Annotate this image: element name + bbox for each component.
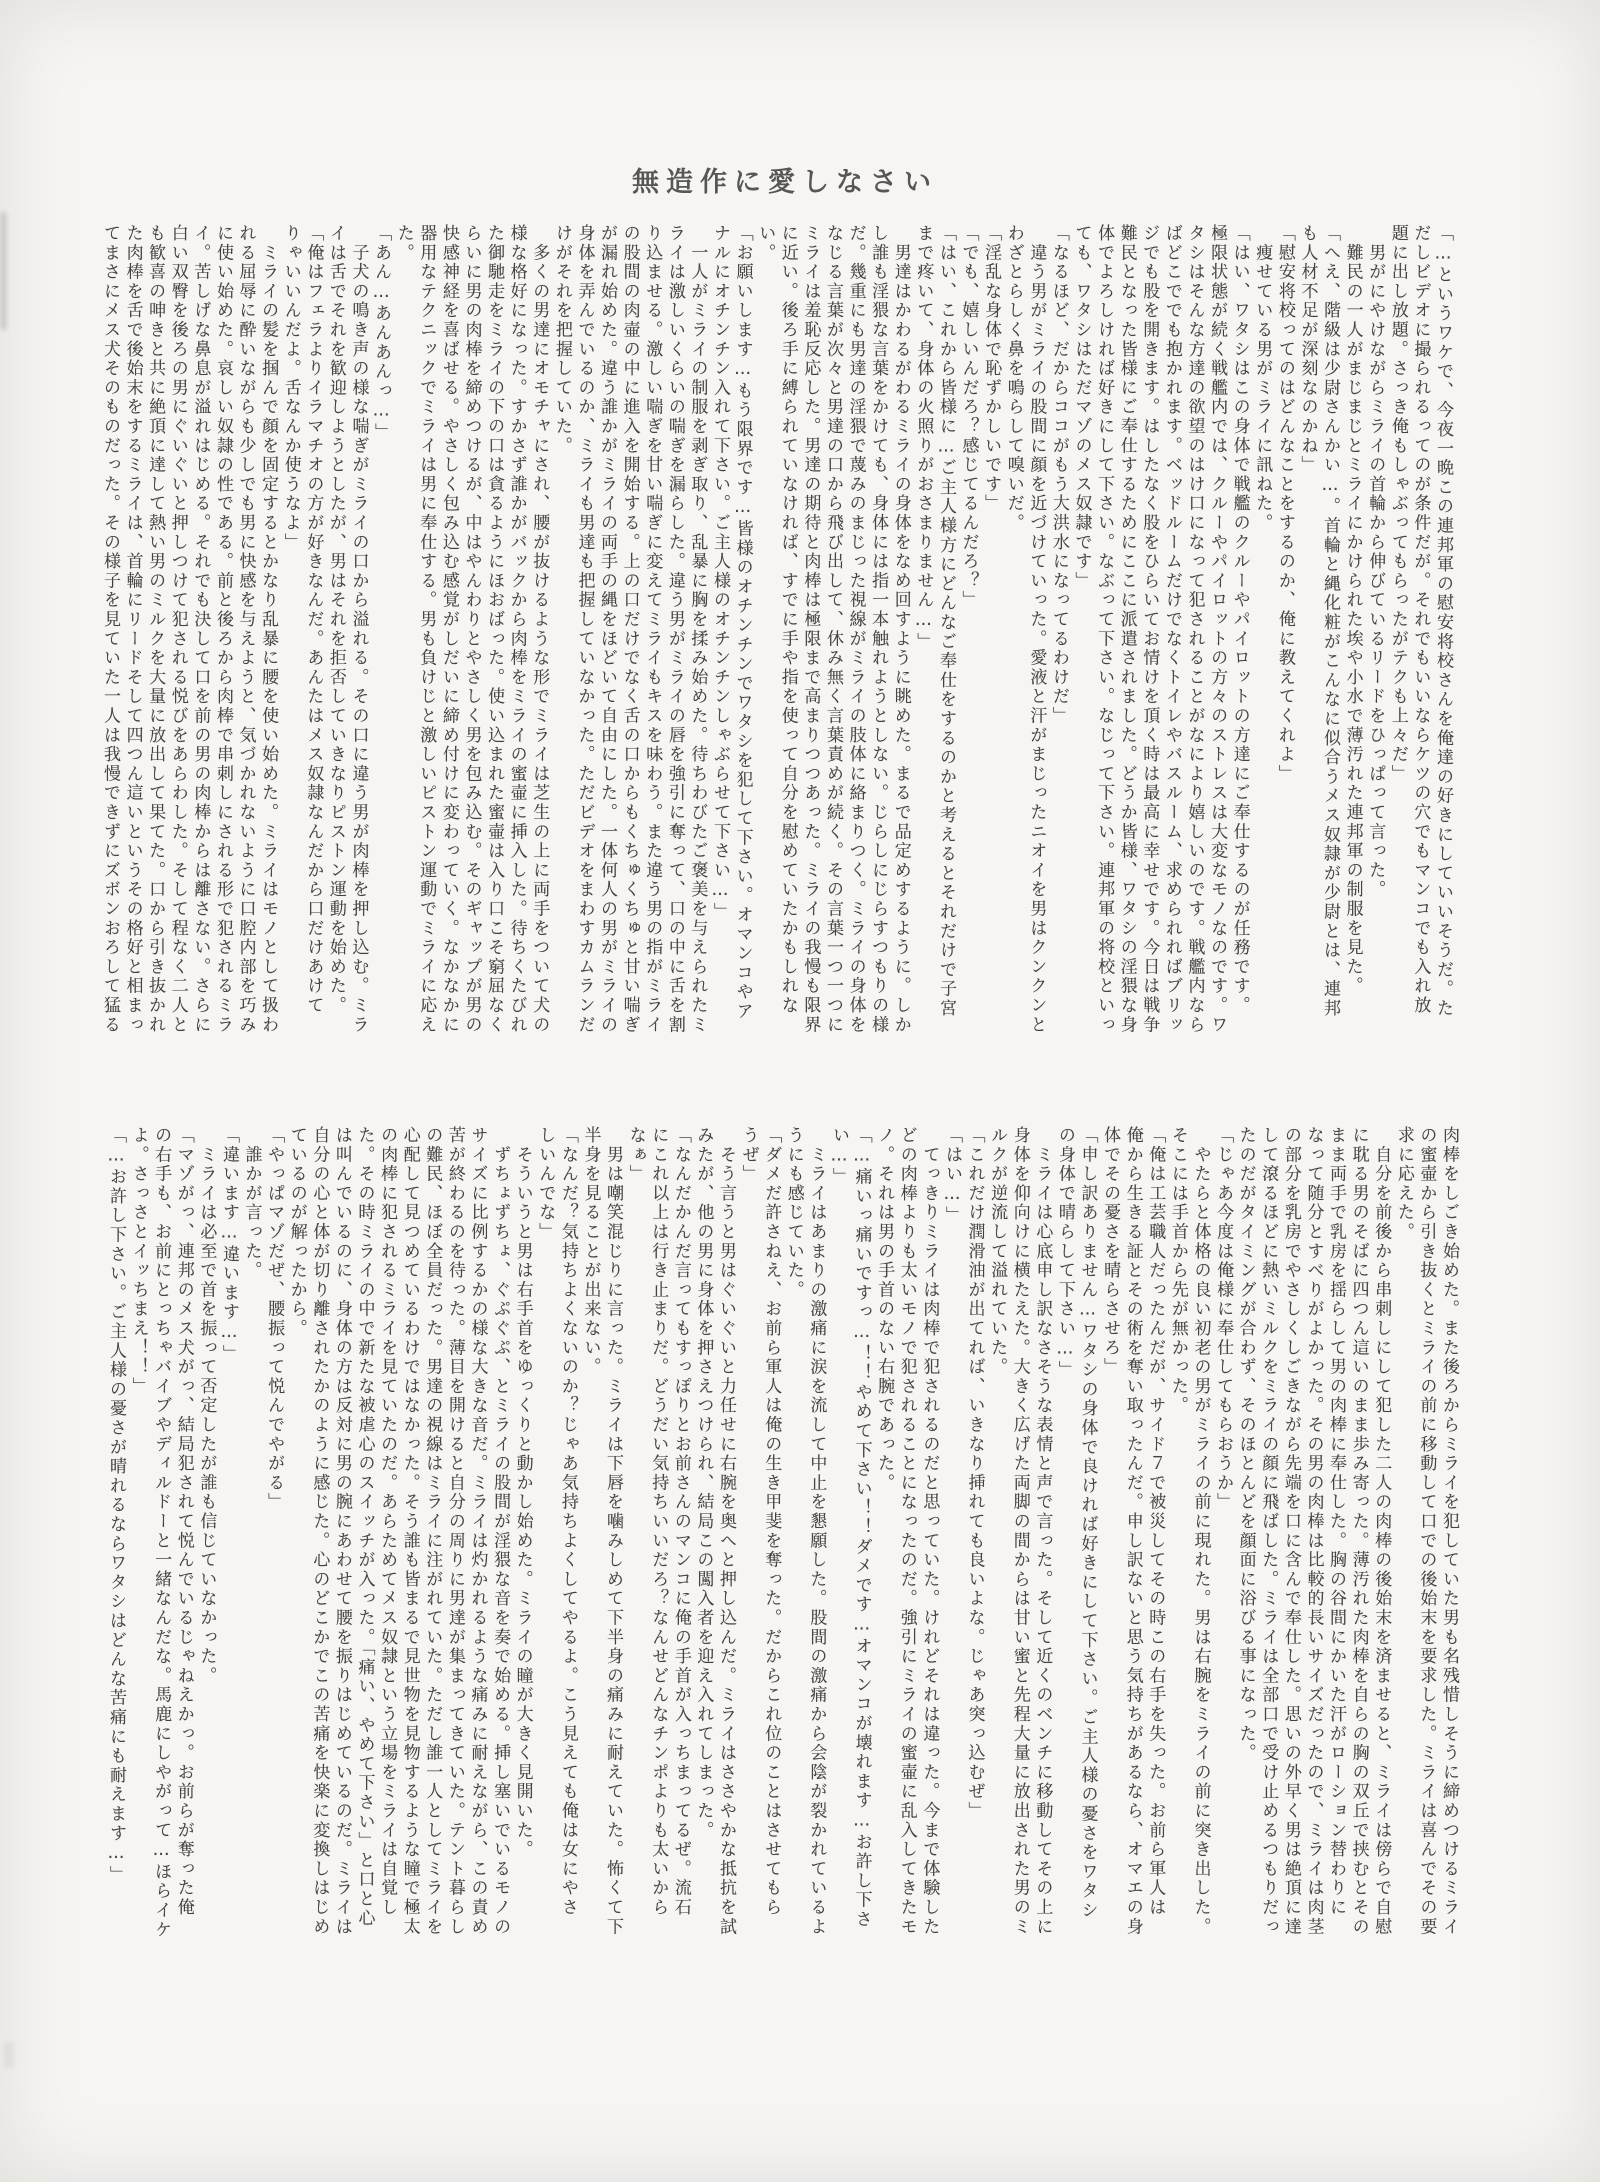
text-column: た。その時ミライの中で新たな被虐心のスイッチが入った。「痛い、やめて下さい」と口と心 <box>354 1126 375 1929</box>
text-column: 様な格好になった。すかさず誰かがバックから肉棒をミライの蜜壷に挿入した。待ちくたびれ <box>506 224 527 1035</box>
text-column: し誰も淫猥な言葉をかけても、身体には指一本触れようとしない。じらしにじらすつもりの様 <box>868 224 889 1035</box>
text-column: た御馳走をミライの下の口は貪るようにほおばった。使い込まれた蜜壷は入り口こそ窮屈なく <box>484 224 505 1035</box>
text-column: どの肉棒よりも太いモノで犯されることになったのだ。強引にミライの蜜壷に乱入してきたモ <box>896 1126 917 1937</box>
text-column: まで疼いて、身体の火照りがおさまりません…」 <box>913 224 934 652</box>
text-column: 男達はかわるがわるミライの身体をなめ回すように眺めた。まるで品定めするように。しか <box>890 224 911 1035</box>
text-column: ルクが逆流して溢れていた。 <box>987 1126 1008 1377</box>
text-column: 「違います…違います…」 <box>218 1126 239 1364</box>
text-column: 男は嘲笑混じりに言った。ミライは下唇を噛みしめて下半身の痛みに耐えていた。怖くて下 <box>603 1126 624 1937</box>
text-column: 「申し訳ありません…ワタシの身体で良ければ好きにして下さい。ご主人様の憂さをワタシ <box>1077 1126 1098 1921</box>
text-column: に使い始めた。哀しい奴隷の性である。前と後ろから肉棒で串刺しにされる形で犯されるミラ <box>212 224 233 1035</box>
text-column: 体でよろしければ好きにして下さい。なぶって下さい。なじって下さい。連邦軍の将校といっ <box>1094 224 1115 1035</box>
text-column: ばどこででも抱かれます。ベッドルームだけでなくトイレやバスルーム、求められればブリッ <box>1161 224 1182 1035</box>
text-column: 求に応えた。 <box>1393 1126 1414 1242</box>
text-column: 「はい、ワタシはこの身体で戦艦のクルーやパイロットの方達にご奉仕するのが任務です。 <box>1229 224 1250 1016</box>
text-column: 器用なテクニックでミライは男に奉仕する。男も負けじと激しいピストン運動でミライに応え <box>416 224 437 1035</box>
text-column: けがそれを把握していた。 <box>551 224 572 456</box>
text-column: ノ。それは男の手首のない右腕であった。 <box>874 1126 895 1493</box>
text-column: 肉棒をしごき始めた。また後ろからミライを犯していた男も名残惜しそうに締めつけるミライ <box>1439 1126 1459 1937</box>
text-column: ライは激しいくらいの喘ぎを漏らした。違う男がミライの唇を強引に奪って、口の中に舌を割 <box>664 224 685 1035</box>
text-column: の蜜壷から引き抜くとミライの前に移動して口での後始末を要求した。ミライは喜んでその要 <box>1416 1126 1437 1937</box>
text-column: 「へえ、階級は少尉さんかい…。首輪と縄化粧がこんなに似合うメス奴隷が少尉とは、連邦 <box>1320 224 1341 1019</box>
scan-smudge <box>0 212 7 330</box>
text-column: なぁ」 <box>625 1126 646 1184</box>
scan-smudge <box>4 2042 14 2068</box>
text-column: 「これだけ潤滑油が出てれば、いきなり挿れても良いよな。じゃあ突っ込むぜ」 <box>964 1126 985 1821</box>
text-column: の難民、ほぼ全員だった。男達の視線はミライに注がれていた。ただし誰一人としてミライを <box>422 1126 443 1937</box>
text-column: 違う男がミライの股間に顔を近づけていった。愛液と汗がまじったニオイを男はクンクンと <box>1026 224 1047 1035</box>
text-column: 「…痛いっ痛いですっ…！！やめて下さい！！ダメです…オマンコが壊れます…お許し下さ <box>851 1126 872 1930</box>
text-column: 「淫乱な身体で恥ずかしいです」 <box>981 224 1002 514</box>
text-column: が漏れ始めた。違う誰かがミライの両手の縄をほどいて自由にした。一体何人の男がミライの <box>597 224 618 1035</box>
text-column: 「なんだ？気持ちよくないのか？じゃあ気持ちよくしてやるよ。こう見えても俺は女にやさ <box>557 1126 578 1918</box>
text-column: ミライの髪を掴んで顔を固定するとかなり乱暴に腰を使い始めた。ミライはモノとして扱わ <box>258 224 279 1035</box>
text-column: に近い。後ろ手に縛られていなければ、すでに手や指を使って自分を慰めていたかもしれな <box>777 224 798 1016</box>
text-column: イは舌でそれを歓迎しようとしたが、男はそれを拒否していきなりピストン運動を始めた。 <box>325 224 346 1016</box>
text-column: まま両手で乳房を揺らして男の肉棒に奉仕した。胸の谷間にかいた汗がローション替わりに <box>1326 1126 1347 1918</box>
text-column: ても、ワタシはただマゾのメス奴隷です」 <box>1071 224 1092 591</box>
text-column: やたらと体格の良い初老の男がミライの前に現れた。男は右腕をミライの前に突き出した。 <box>1190 1126 1211 1937</box>
text-column: 子犬の鳴き声の様な喘ぎがミライの口から溢れる。その口に違う男が肉棒を押し込む。ミラ <box>348 224 369 1035</box>
text-column: しいんでな」 <box>535 1126 556 1242</box>
text-column: 「お願いします…もう限界です…皆様のオチンチンでワタシを犯して下さい。オマンコやア <box>732 224 753 1022</box>
text-column: の肉棒に犯されるミライを見ていたのだ。あらためてメス奴隷という立場をミライは自覚し <box>377 1126 398 1918</box>
text-block-top <box>98 224 1454 1094</box>
text-column: 「俺は工芸職人だったんだが、サイド７で被災してその時この右手を失った。お前ら軍人は <box>1145 1126 1166 1918</box>
text-column: 身体を仰向けに横たえた。大きく広げた両脚の間からは甘い蜜と先程大量に放出された男のミ <box>1009 1126 1030 1937</box>
text-column: 誰かが言った。 <box>241 1126 262 1281</box>
text-column: にこれ以上は行き止まりだ。どうだい気持ちいいだろ？なんせどんなチンポよりも太いから <box>648 1126 669 1918</box>
text-column: り込ませる。激しい喘ぎを甘い喘ぎに変えてミライもキスを味わう。また違う男の指がミライ <box>642 224 663 1035</box>
text-column: ているのが解ったから。 <box>286 1126 307 1339</box>
text-column: らいに男の肉棒を締めつけるが、中はやんわりとやさしく男を包み込む。そのギャップが男の <box>461 224 482 1035</box>
text-column: た。 <box>393 224 414 263</box>
text-column: も歓喜の呻きと共に絶頂に達して熱い男のミルクを大量に放出して果てた。口から引き抜かれ <box>145 224 166 1035</box>
text-column: の右手も、お前にとっちゃバイブやディルドーと一緒なんだな。馬鹿にしやがって…ほらイケ <box>151 1126 172 1940</box>
text-column: 体でその憂さを晴らさせろ」 <box>1100 1126 1121 1377</box>
text-column: は叫んでいるのに、身体の方は反対に男の腕にあわせて腰を振りはじめているのだ。ミライは <box>331 1126 352 1937</box>
text-column: 身体を弄んでいるのか、ミライも男達も把握していなかった。ただビデオをまわすカムランだ <box>574 224 595 1035</box>
text-column: も人材不足が深刻なのかね」 <box>1297 224 1318 475</box>
text-column: だしビデオに撮られるってのが条件だが。それでもいいならケツの穴でもマンコでも入れ放 <box>1410 224 1431 1016</box>
text-column: 白い双臀を後ろの男にぐいぐいと押しつけて犯される悦びをあらわした。そして程なく二人と <box>167 224 188 1035</box>
text-column: わざとらしく鼻を鳴らして嗅いだ。 <box>1003 224 1024 533</box>
text-column: 「なるほど、だからココがもう大洪水になってるわけだ」 <box>1048 224 1069 726</box>
page-title: 無造作に愛しなさい <box>632 167 938 198</box>
text-column: なじる言葉が次々と男達の口から飛び出して、休み無く言葉責めが続く。その言葉一つ一つに <box>822 224 843 1035</box>
text-column: ミライは心底申し訳なさそうな表情と声で言った。そして近くのベンチに移動してその上に <box>1032 1126 1053 1937</box>
text-column: てっきりミライは肉棒で犯されるのだと思っていた。けれどそれは違った。今まで体験した <box>919 1126 940 1937</box>
text-column: い。 <box>755 224 776 263</box>
text-column: 俺から生きる証とその術を奪い取ったんだ。申し訳ないと思う気持ちがあるなら、オマエの身 <box>1122 1126 1143 1937</box>
text-column: ずちょずちょ、ぐぷぐぷ、とミライの股間が淫猥な音を奏で始める。挿し塞いでいるモノの <box>490 1126 511 1937</box>
text-column: 題に出し放題。さっき俺もしゃぶってもらったがテクも上々だ」 <box>1387 224 1408 784</box>
text-column: 心配して見つめているわけではなかった。そう誰も皆まるで見世物を見物するような瞳で極太 <box>399 1126 420 1937</box>
text-column: 一人がミライの制服を剥ぎ取り、乱暴に胸を揉み始めた。待ちわびたご褒美を与えられたミ <box>687 224 708 1035</box>
text-column: 「なんだかんだ言ってもすっぽりとお前さんのマンコに俺の手首が入っちまってるぜ。流石 <box>670 1126 691 1918</box>
text-column: た肉棒を舌で後始末をするミライは、首輪にリードそして四つん這いというその格好と相まっ <box>122 224 143 1035</box>
text-column: ミライは羞恥反応した。男達の期待と肉棒は極限まで高まりつつあった。ミライの我慢も限界 <box>800 224 821 1035</box>
text-column: たのだがタイミングが合わず、そのほとんどを顔面に浴びる事になった。 <box>1235 1126 1256 1763</box>
text-column: うぜ」 <box>738 1126 759 1184</box>
text-column: うにも感じていた。 <box>783 1126 804 1300</box>
text-column: みたが、他の男に身体を押さえつけられ、結局この闖入者を迎え入れてしまった。 <box>693 1126 714 1841</box>
text-column: タシはそんな方達の欲望のはけ口になって犯されることがなにより嬉しいのです。戦艦内なら <box>1184 224 1205 1035</box>
text-column: ミライはあまりの激痛に涙を流して中止を懇願した。股間の激痛から会陰が裂かれているよ <box>806 1126 827 1937</box>
text-column: サイズに比例するかの様な大きな音だ。ミライは灼かれるような痛みに耐えながら、この責め <box>467 1126 488 1937</box>
text-column: 多くの男達にオモチャにされ、腰が抜けるような形でミライは芝生の上に両手をついて犬の <box>529 224 550 1035</box>
text-column: イ。苦しげな鼻息が溢れはじめる。それでも決して口を前の男の肉棒からは離さない。さらに <box>190 224 211 1035</box>
text-column: 自分の心と体が切り離されたかのように感じた。心のどこかでこの苦痛を快楽に変換しはじめ <box>309 1126 330 1937</box>
text-column: 「…お許し下さい。ご主人様の憂さが晴れるならワタシはどんな苦痛にも耐えます…」 <box>105 1126 126 1885</box>
text-column: して滾るほどに熱いミルクをミライの顔に飛ばした。ミライは全部口で受け止めるつもりだっ <box>1258 1126 1279 1937</box>
text-column: 「慰安将校ってのはどんなことをするのか、俺に教えてくれよ」 <box>1274 224 1295 784</box>
text-column: てまさにメス犬そのものだった。その様子を見ていた一人は我慢できずにズボンおろして猛る <box>99 224 120 1035</box>
text-column: 半身を見ることが出来ない。 <box>580 1126 601 1377</box>
text-column: 快感神経を喜ばせる。やさしく包み込む感覚がしだいに締め付けに変わっていく。なかなかに <box>438 224 459 1035</box>
text-column: 難民となった皆様にご奉仕するためにここに派遣されました。どうか皆様、ワタシの淫猥な身 <box>1116 224 1137 1035</box>
text-column: の股間の肉壷の中に進入を開始する。上の口だけでなく舌の口からもくちゅくちゅと甘い喘ぎ <box>619 224 640 1035</box>
text-block-bottom <box>104 1126 1460 2010</box>
text-column: 自分を前後から串刺しにして犯した二人の肉棒の後始末を済ませると、ミライは傍らで自慰 <box>1371 1126 1392 1937</box>
text-column: の身体で晴らして下さい…」 <box>1054 1126 1075 1380</box>
text-column: 極限状態が続く戦艦内では、クルーやパイロットの方々のストレスは大変なモノなのです。ワ <box>1207 224 1228 1035</box>
text-column: そこには手首から先が無かった。 <box>1167 1126 1188 1416</box>
text-column: 「あん…あんあんっ…」 <box>371 224 392 443</box>
text-column: の部分を乳房でやさしくしごきながら先端を口に含んで奉仕した。思いの外早く男は絶頂に達 <box>1280 1126 1301 1937</box>
text-column: 「はい…」 <box>941 1126 962 1226</box>
text-column: れる屈辱に酔いながらも少しでも男に快感を与えようと、気づかれないように口腔内部を巧み <box>235 224 256 1035</box>
text-column: 苦が終わるのを待った。薄目を開けると自分の周りに男達が集まってきていた。テント暮らし <box>444 1126 465 1937</box>
text-column: ミライは必至で首を振って否定したが誰も信じていなかった。 <box>196 1126 217 1686</box>
text-column: なって随分とすべりがよかった。その男の肉棒は比較的長いサイズだったので、ミライは肉茎 <box>1303 1126 1324 1937</box>
text-column: 男がにやけながらミライの首輪から伸びているリードをひっぱって言った。 <box>1365 224 1386 900</box>
text-column: ナルにオチンチン入れて下さい。ご主人様のオチンチンしゃぶらせて下さい…」 <box>710 224 730 922</box>
text-column: 「じゃあ今度は俺様に奉仕してもらおうか」 <box>1213 1126 1234 1512</box>
text-column: 痩せている男がミライに訊ねた。 <box>1252 224 1273 533</box>
text-column: い…」 <box>828 1126 849 1187</box>
text-column: 「ダメだ許さねえ、お前ら軍人は俺の生き甲斐を奪った。だからこれ位のことはさせてもら <box>761 1126 782 1918</box>
text-column: 「でも、嬉しいんだろ？感じてるんだろ？」 <box>958 224 979 610</box>
text-column: よ。さっさとイッちまえ！！」 <box>128 1126 149 1397</box>
text-column: そう言うと男はぐいぐいと力任せに右腕を奥へと押し込んだ。ミライはささやかな抵抗を試 <box>716 1126 736 1937</box>
text-column: 難民の一人がまじまじとミライにかけられた埃や小水で薄汚れた連邦軍の制服を見た。 <box>1342 224 1363 996</box>
text-column: 「はい、これから皆様に…ご主人様方にどんなご奉仕をするのかと考えるとそれだけで子宮 <box>935 224 956 1019</box>
text-column: ジでも股を開きます。はしたなく股をひらいてお情けを頂く時は最高に幸せです。今日は戦争 <box>1139 224 1160 1035</box>
text-column: りゃいいんだよ。舌なんか使うなよ」 <box>280 224 301 553</box>
text-column: 「俺はフェラよりイラマチオの方が好きなんだ。あんたはメス奴隷なんだから口だけあけて <box>303 224 324 1016</box>
text-column: そういうと男は右手首をゆっくりと動かし始めた。ミライの瞳が大きく見開いた。 <box>512 1126 533 1860</box>
text-column: 「やっぱマゾだぜ、腰振って悦んでやがる」 <box>264 1126 285 1512</box>
text-column: だ。幾重にも男達の淫猥で蔑みのまじった視線がミライの肢体に絡まりつく。ミライの身体を <box>845 224 866 1035</box>
text-column: 「…というワケで、今夜一晩この連邦軍の慰安将校さんを俺達の好きにしていいそうだ。た <box>1433 224 1453 1019</box>
text-column: に耽る男のそばに四つん這いのまま歩み寄った。薄汚れた肉棒を自らの胸の双丘で挟むとその <box>1348 1126 1369 1937</box>
text-column: 「マゾがっ、連邦のメス犬がっ、結局犯されて悦んでいるじゃねえかっ。お前らが奪った俺 <box>173 1126 194 1918</box>
